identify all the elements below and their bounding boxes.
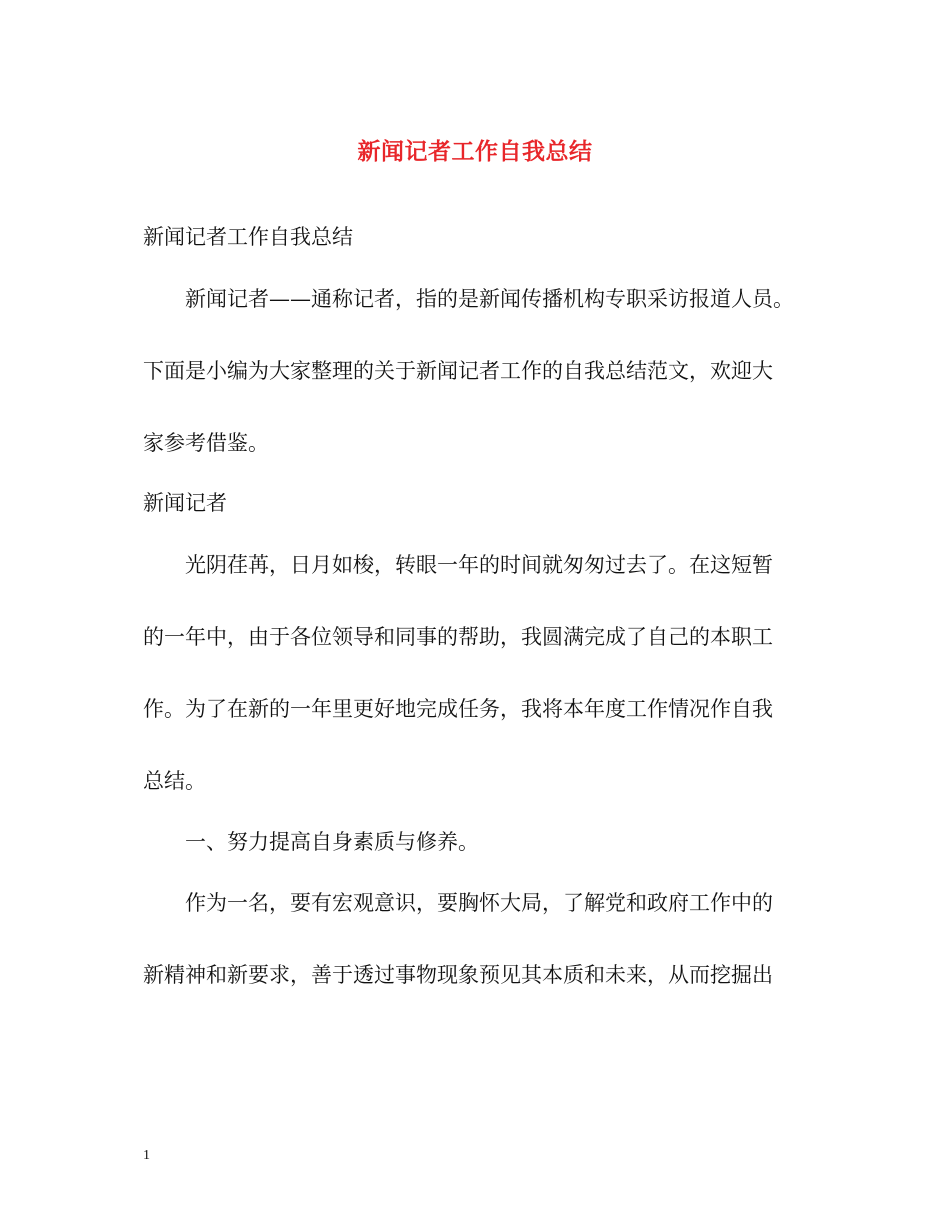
document-title: 新闻记者工作自我总结 bbox=[357, 138, 593, 165]
paragraph-line: 家参考借鉴。 bbox=[143, 431, 269, 455]
paragraph-line: 新精神和新要求，善于透过事物现象预见其本质和未来，从而挖掘出 bbox=[143, 963, 773, 987]
paragraph-line: 总结。 bbox=[143, 769, 206, 793]
paragraph-line: 作为一名，要有宏观意识，要胸怀大局，了解党和政府工作中的 bbox=[185, 891, 773, 915]
paragraph-line: 下面是小编为大家整理的关于新闻记者工作的自我总结范文，欢迎大 bbox=[143, 359, 773, 383]
paragraph-line: 光阴荏苒，日月如梭，转眼一年的时间就匆匆过去了。在这短暂 bbox=[185, 553, 773, 577]
paragraph-line: 作。为了在新的一年里更好地完成任务，我将本年度工作情况作自我 bbox=[143, 697, 773, 721]
paragraph-line: 新闻记者——通称记者，指的是新闻传播机构专职采访报道人员。 bbox=[185, 287, 794, 311]
paragraph-line: 的一年中，由于各位领导和同事的帮助，我圆满完成了自己的本职工 bbox=[143, 625, 773, 649]
section-heading: 新闻记者 bbox=[143, 491, 227, 515]
numbered-heading: 一、努力提高自身素质与修养。 bbox=[185, 830, 479, 854]
page-number: 1 bbox=[143, 1148, 150, 1163]
subtitle-line: 新闻记者工作自我总结 bbox=[143, 225, 353, 249]
